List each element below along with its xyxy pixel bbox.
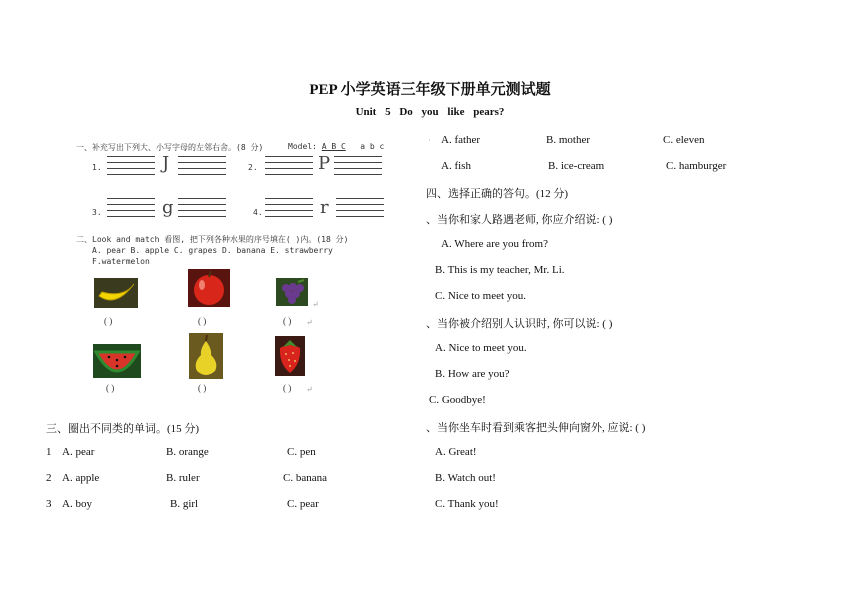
choice-a[interactable]: A. father (441, 134, 481, 146)
list-mark: · (428, 136, 431, 145)
model-label: Model: (288, 142, 322, 151)
given-letter: g (162, 197, 174, 218)
part2-instruction: 二、Look and match 看图, 把下列各种水果的序号填在( )内。(18 分) (76, 235, 349, 244)
writing-lines[interactable] (107, 156, 155, 180)
banana-icon (94, 278, 138, 308)
choice-c[interactable]: C. eleven (663, 134, 705, 146)
choice-c[interactable]: C. banana (283, 472, 327, 484)
writing-lines[interactable] (178, 198, 226, 222)
page-title: PEP 小学英语三年级下册单元测试题 (309, 82, 551, 98)
answer-c[interactable]: C. Thank you! (435, 498, 499, 510)
writing-lines[interactable] (334, 156, 382, 180)
grapes-icon (276, 278, 308, 306)
answer-c[interactable]: C. Nice to meet you. (435, 290, 527, 302)
answer-paren[interactable]: ( ) (283, 383, 292, 393)
item-number: 1. (92, 163, 102, 172)
part1-model (288, 142, 384, 151)
model-upper: A B C (321, 142, 346, 151)
fruit-options: A. pear B. apple C. grapes D. banana E. strawberry (92, 246, 333, 255)
choice-c[interactable]: C. pear (287, 498, 319, 510)
return-mark: ↵ (312, 300, 319, 309)
return-mark: ↵ (306, 318, 313, 327)
return-mark: ↵ (306, 385, 313, 394)
question: 、当你坐车时看到乘客把头伸向窗外, 应说: ( ) (426, 422, 646, 434)
row-number: 3 (46, 498, 52, 510)
answer-a[interactable]: A. Great! (435, 446, 477, 458)
answer-b[interactable]: B. This is my teacher, Mr. Li. (435, 264, 565, 276)
answer-b[interactable]: B. How are you? (435, 368, 510, 380)
writing-lines[interactable] (336, 198, 384, 222)
writing-lines[interactable] (265, 156, 313, 180)
fruit-options-2: F.watermelon (92, 257, 150, 266)
part1-instruction: 一、补充写出下列大、小写字母的左邻右舍。(8 分) (76, 143, 264, 152)
choice-b[interactable]: B. ruler (166, 472, 200, 484)
answer-a[interactable]: A. Nice to meet you. (435, 342, 527, 354)
choice-a[interactable]: A. boy (62, 498, 92, 510)
choice-a[interactable]: A. fish (441, 160, 471, 172)
choice-b[interactable]: B. girl (170, 498, 199, 510)
given-letter: J (162, 153, 170, 174)
choice-b[interactable]: B. ice-cream (548, 160, 605, 172)
answer-paren[interactable]: ( ) (198, 316, 207, 326)
choice-c[interactable]: C. pen (287, 446, 316, 458)
model-lower: a b c (360, 142, 385, 151)
answer-paren[interactable]: ( ) (198, 383, 207, 393)
answer-paren[interactable]: ( ) (106, 383, 115, 393)
part3-heading: 三、圈出不同类的单词。(15 分) (46, 423, 200, 435)
writing-lines[interactable] (107, 198, 155, 222)
part4-heading: 四、选择正确的答句。(12 分) (426, 188, 569, 200)
given-letter: P (318, 153, 331, 174)
choice-a[interactable]: A. apple (62, 472, 100, 484)
pear-icon (189, 333, 223, 379)
unit-subtitle: Unit 5 Do you like pears? (355, 106, 505, 118)
question: 、当你被介绍别人认识时, 你可以说: ( ) (426, 318, 613, 330)
question: 、当你和家人路遇老师, 你应介绍说: ( ) (426, 214, 613, 226)
answer-b[interactable]: B. Watch out! (435, 472, 496, 484)
choice-a[interactable]: A. pear (62, 446, 95, 458)
item-number: 2. (248, 163, 258, 172)
writing-lines[interactable] (265, 198, 313, 222)
answer-a[interactable]: A. Where are you from? (441, 238, 548, 250)
row-number: 2 (46, 472, 52, 484)
item-number: 4. (253, 208, 263, 217)
choice-c[interactable]: C. hamburger (666, 160, 727, 172)
answer-c[interactable]: C. Goodbye! (429, 394, 486, 406)
answer-paren[interactable]: ( ) (283, 316, 292, 326)
watermelon-icon (93, 344, 141, 378)
answer-paren[interactable]: ( ) (104, 316, 113, 326)
strawberry-icon (275, 336, 305, 376)
given-letter: r (320, 197, 329, 218)
choice-b[interactable]: B. orange (166, 446, 209, 458)
writing-lines[interactable] (178, 156, 226, 180)
apple-icon (188, 269, 230, 307)
item-number: 3. (92, 208, 102, 217)
choice-b[interactable]: B. mother (546, 134, 590, 146)
row-number: 1 (46, 446, 52, 458)
